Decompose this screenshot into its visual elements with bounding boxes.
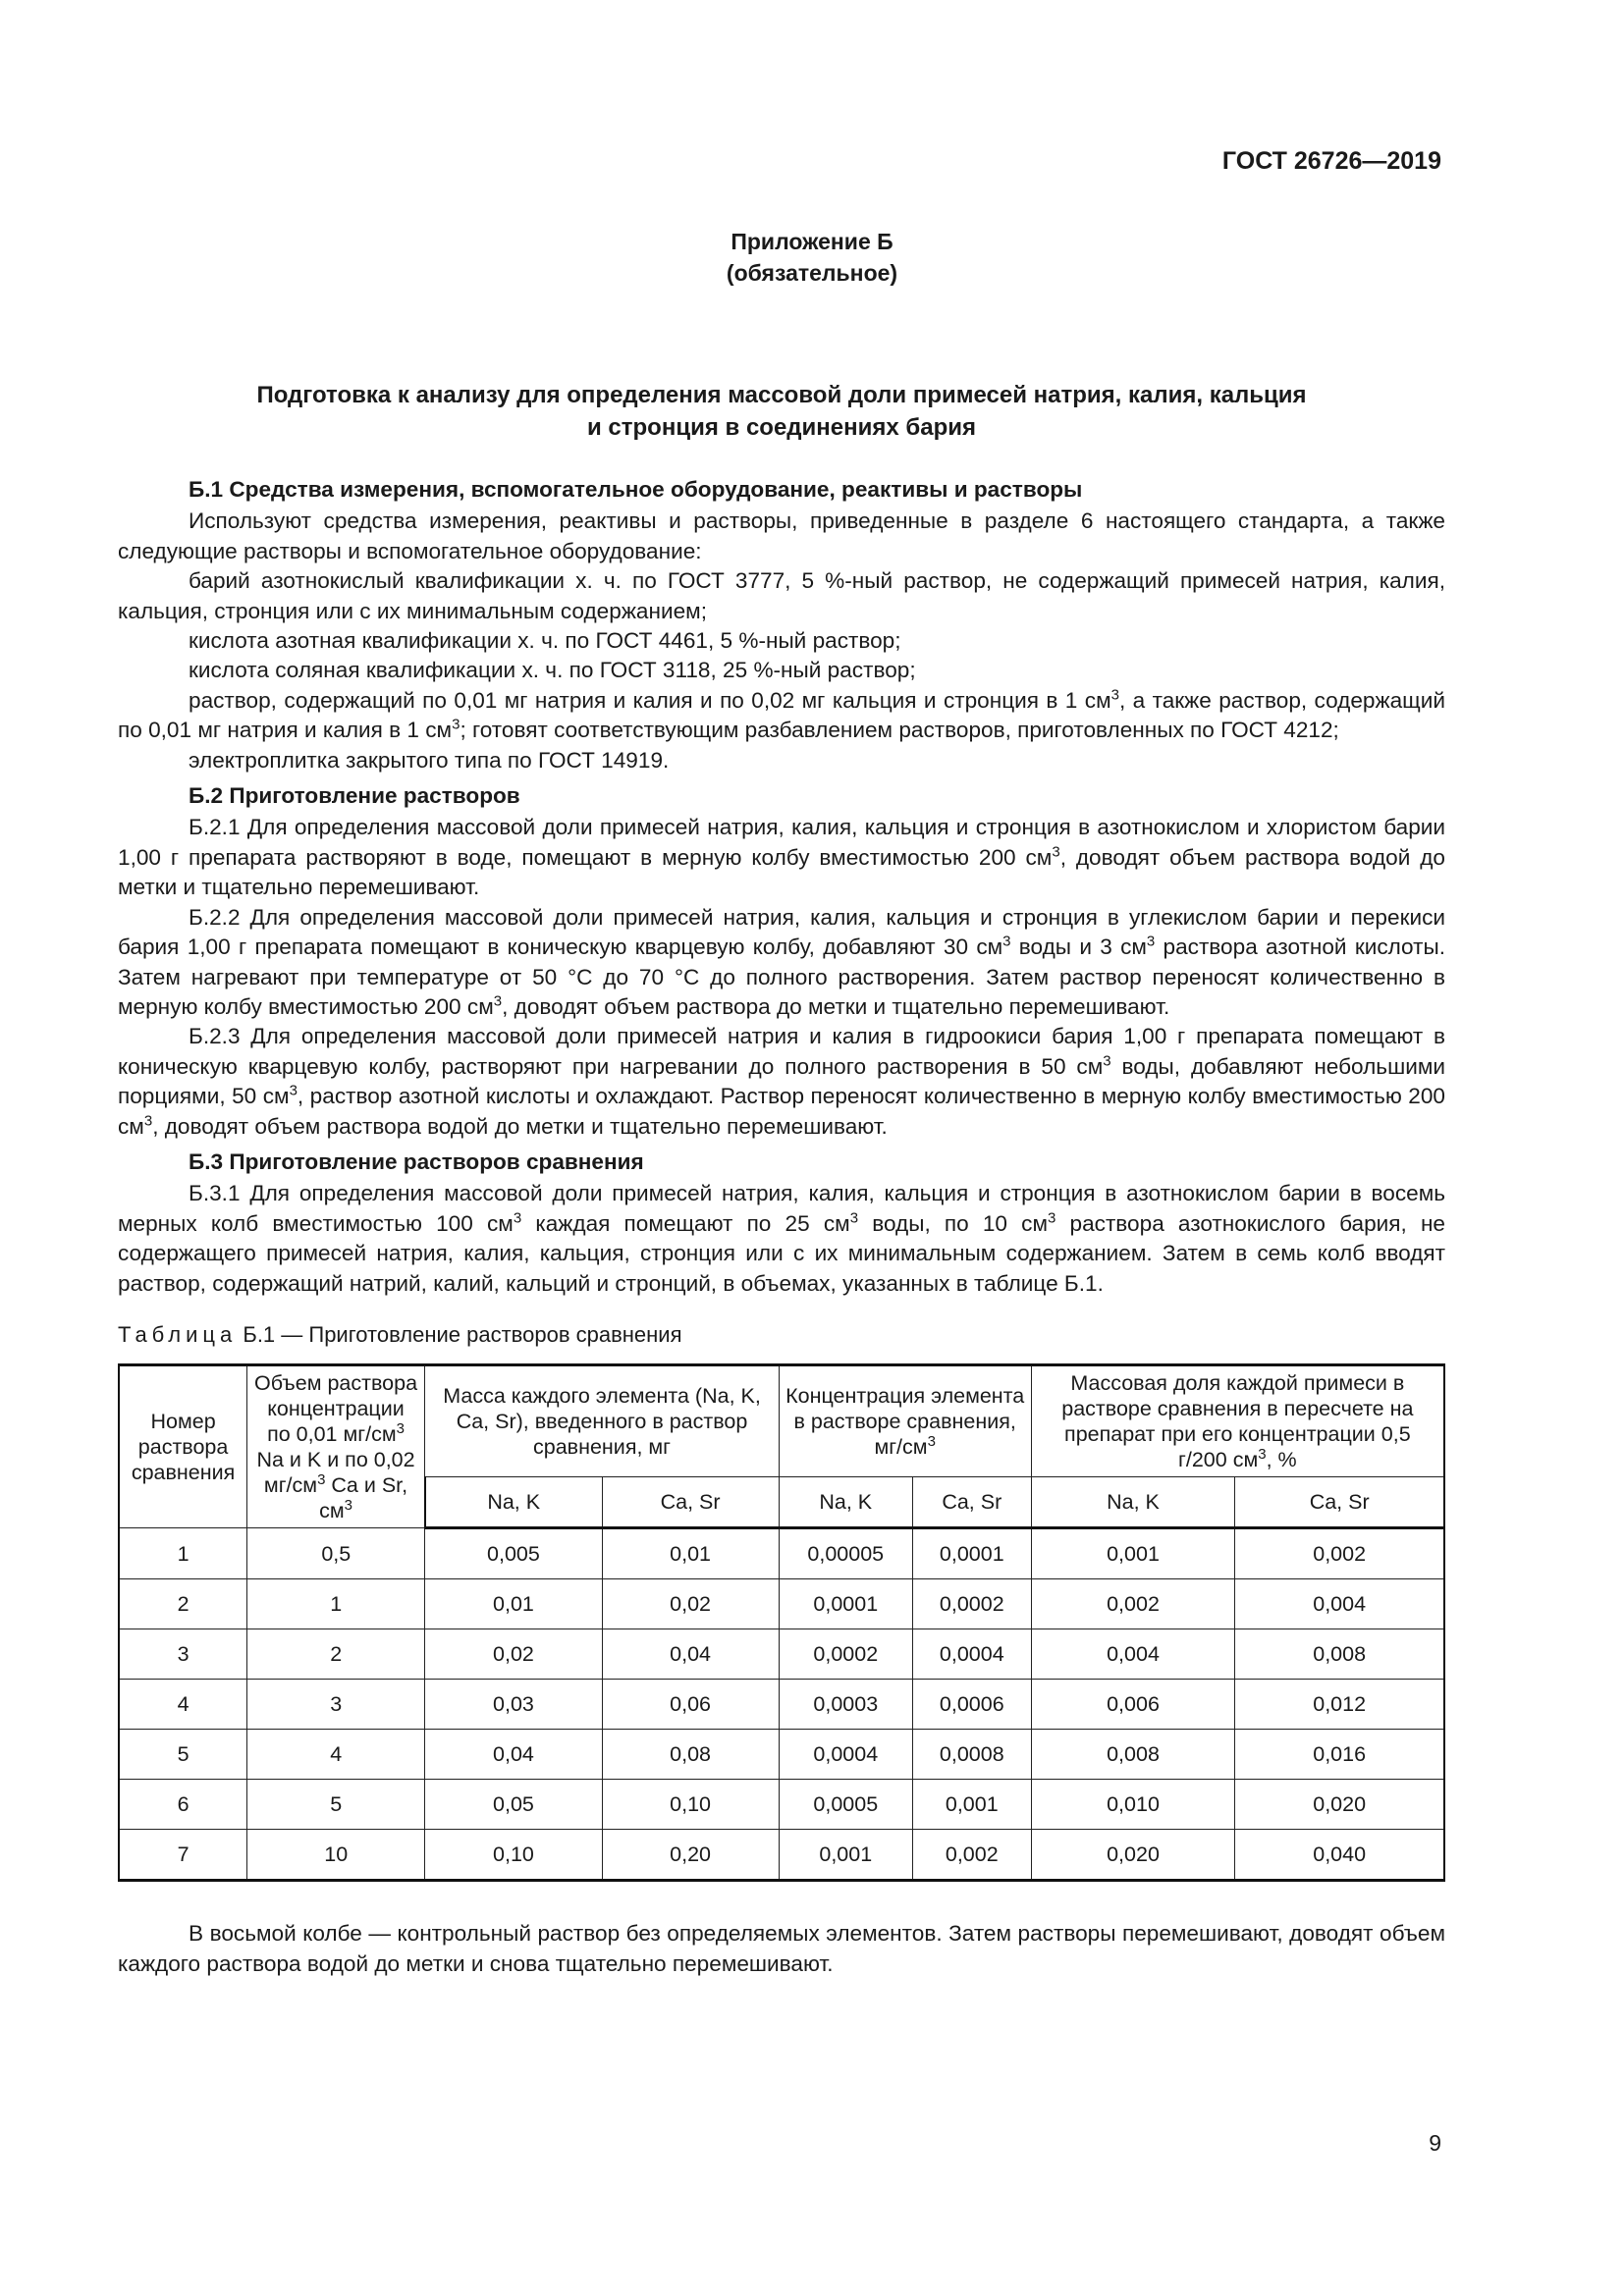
superscript: 3 (1103, 1052, 1111, 1070)
superscript: 3 (1146, 933, 1156, 950)
paragraph (118, 566, 1445, 626)
table-cell: 0,002 (1031, 1579, 1235, 1629)
table-cell: 0,006 (1031, 1680, 1235, 1730)
table-row (119, 1830, 1444, 1881)
table-cell: 0,03 (425, 1680, 602, 1730)
text-segment: Объем раствора концентрации по 0,01 мг/см (253, 1371, 418, 1447)
main-title-line2: и стронция в соединениях бария (587, 414, 976, 441)
text-segment: , % (1266, 1448, 1297, 1472)
table-cell: 0,008 (1235, 1629, 1444, 1680)
text-segment: раствора азотнокислого бария, не содержащего примесей натрия, калия, кальция, стронция или с их минимальным содержанием. Затем в семь колб вводят раствор, содержащий натрий, калий, кальций и стронций, в объемах, указанных в таблице Б.1. (118, 1210, 1445, 1296)
table-cell: 0,04 (425, 1730, 602, 1780)
paragraph (118, 686, 1445, 746)
table-cell: 3 (247, 1680, 425, 1730)
reference-solutions-table (118, 1363, 1445, 1882)
table-row (119, 1780, 1444, 1830)
table-cell: 0,02 (602, 1579, 779, 1629)
text-segment: Б.2.2 Для определения массовой доли примесей натрия, калия, кальция и стронция в углекислом барии и перекиси бария 1,00 г препарата помещают в коническую кварцевую колбу, добавляют 30 см (118, 904, 1445, 960)
header-number: Номер раствора сравнения (119, 1365, 247, 1528)
table-cell: 1 (119, 1528, 247, 1579)
table-body (119, 1528, 1444, 1881)
paragraph (118, 1179, 1445, 1299)
table-cell: 0,004 (1235, 1579, 1444, 1629)
text-segment: барий азотнокислый квалификации х. ч. по ГОСТ 3777, 5 %-ный раствор, не содержащий примесей натрия, калия, кальция, стронция или с их минимальным содержанием; (118, 568, 1445, 623)
table-cell: 0,0005 (779, 1780, 912, 1830)
text-segment: ; готовят соответствующим разбавлением растворов, приготовленных по ГОСТ 4212; (460, 718, 1339, 743)
paragraph (118, 507, 1445, 566)
text-segment: воды, добавляют небольшими порциями, 50 см (118, 1053, 1445, 1109)
document-standard-number: ГОСТ 26726—2019 (1221, 147, 1441, 175)
table-row (119, 1579, 1444, 1629)
subheader: Ca, Sr (1235, 1477, 1444, 1528)
text-segment: , а также раствор, содержащий по 0,01 мг натрия и калия в 1 см (118, 687, 1446, 743)
appendix-heading (0, 226, 1624, 289)
text-segment: воды, по 10 см (858, 1210, 1049, 1236)
subheader: Ca, Sr (912, 1477, 1031, 1528)
table-cell: 0,0006 (912, 1680, 1031, 1730)
table-row (119, 1730, 1444, 1780)
subheader: Na, K (1031, 1477, 1235, 1528)
text-segment: Б.3.1 Для определения массовой доли примесей натрия, калия, кальция и стронция в азотнокислом барии в восемь мерных колб вместимостью 100 см (118, 1181, 1445, 1236)
table-cell: 4 (119, 1680, 247, 1730)
table-cell: 0,5 (247, 1528, 425, 1579)
table-cell: 0,001 (1031, 1528, 1235, 1579)
table-cell: 0,10 (602, 1780, 779, 1830)
header-mass-fraction (1031, 1365, 1444, 1477)
table-cell: 7 (119, 1830, 247, 1881)
superscript: 3 (289, 1082, 298, 1099)
text-segment: Используют средства измерения, реактивы и растворы, приведенные в разделе 6 настоящего стандарта, а также следующие растворы и вспомогательное оборудование: (118, 508, 1445, 563)
text-segment: кислота азотная квалификации х. ч. по ГОСТ 4461, 5 %-ный раствор; (189, 628, 901, 654)
table-cell: 0,01 (602, 1528, 779, 1579)
text-segment: , доводят объем раствора водой до метки и тщательно перемешивают. (152, 1113, 888, 1139)
table-cell: 0,08 (602, 1730, 779, 1780)
table-cell: 0,002 (912, 1830, 1031, 1881)
text-segment: электроплитка закрытого типа по ГОСТ 14919. (189, 747, 670, 773)
table-cell: 0,05 (425, 1780, 602, 1830)
text-segment: Na и K и по 0,02 мг/см (256, 1448, 415, 1498)
table-cell: 0,0004 (779, 1730, 912, 1780)
table-cell: 0,0008 (912, 1730, 1031, 1780)
text-segment: Концентрация элемента в растворе сравнения, мг/см (785, 1384, 1025, 1460)
appendix-title: Приложение Б (731, 229, 893, 254)
paragraph (118, 903, 1445, 1023)
subheader: Na, K (779, 1477, 912, 1528)
main-title (118, 379, 1445, 444)
table-cell: 0,02 (425, 1629, 602, 1680)
superscript: 3 (1048, 1209, 1056, 1227)
table-cell: 0,004 (1031, 1629, 1235, 1680)
table-cell: 0,001 (912, 1780, 1031, 1830)
table-cell: 0,002 (1235, 1528, 1444, 1579)
table-cell: 0,01 (425, 1579, 602, 1629)
superscript: 3 (493, 992, 503, 1010)
paragraph (118, 626, 1445, 656)
table-cell: 0,0002 (779, 1629, 912, 1680)
table-cell: 0,0001 (779, 1579, 912, 1629)
table-cell: 0,0002 (912, 1579, 1031, 1629)
superscript: 3 (1052, 843, 1060, 861)
table-cell: 0,040 (1235, 1830, 1444, 1881)
paragraph (118, 1022, 1445, 1142)
superscript: 3 (396, 1420, 405, 1438)
table-cell: 0,0001 (912, 1528, 1031, 1579)
table-row (119, 1528, 1444, 1579)
document-body (118, 469, 1445, 1979)
table-cell: 0,06 (602, 1680, 779, 1730)
table-cell: 0,005 (425, 1528, 602, 1579)
text-segment: кислота соляная квалификации х. ч. по ГОСТ 3118, 25 %-ный раствор; (189, 658, 916, 683)
header-concentration (779, 1365, 1031, 1477)
text-segment: раствор, содержащий по 0,01 мг натрия и калия и по 0,02 мг кальция и стронция в 1 см (189, 687, 1111, 713)
text-segment: Массовая доля каждой примеси в растворе сравнения в пересчете на препарат при его концентрации 0,5 г/200 см (1061, 1371, 1414, 1472)
table-cell: 0,10 (425, 1830, 602, 1881)
table-cell: 0,010 (1031, 1780, 1235, 1830)
header-volume (247, 1365, 425, 1528)
section-heading: Б.1 Средства измерения, вспомогательное оборудование, реактивы и растворы (189, 477, 1083, 502)
table-cell: 0,008 (1031, 1730, 1235, 1780)
paragraph (118, 746, 1445, 775)
text-segment: , доводят объем раствора водой до метки и тщательно перемешивают. (118, 844, 1445, 900)
appendix-status: (обязательное) (726, 260, 898, 286)
superscript: 3 (344, 1497, 352, 1515)
superscript: 3 (317, 1471, 326, 1489)
section-heading: Б.2 Приготовление растворов (189, 783, 520, 809)
superscript: 3 (849, 1209, 859, 1227)
superscript: 3 (1002, 933, 1011, 950)
table-cell: 2 (119, 1579, 247, 1629)
table-caption-word: Таблица (118, 1321, 238, 1347)
text-segment: каждая помещают по 25 см (521, 1210, 850, 1236)
table-cell: 3 (119, 1629, 247, 1680)
text-segment: Б.2.1 Для определения массовой доли примесей натрия, калия, кальция и стронция в азотнокислом и хлористом барии 1,00 г препарата растворяют в воде, помещают в мерную колбу вместимостью 200 см (118, 815, 1445, 870)
after-table-paragraph: В восьмой колбе — контрольный раствор без определяемых элементов. Затем растворы перемешивают, доводят объем каждого раствора водой до метки и снова тщательно перемешивают. (118, 1921, 1445, 1976)
table-caption-text: Б.1 — Приготовление растворов сравнения (237, 1321, 682, 1347)
text-segment: воды и 3 см (1010, 934, 1147, 960)
table-cell: 0,20 (602, 1830, 779, 1881)
section-heading: Б.3 Приготовление растворов сравнения (189, 1148, 644, 1174)
table-cell: 0,016 (1235, 1730, 1444, 1780)
table-caption (118, 1320, 1445, 1350)
superscript: 3 (143, 1112, 153, 1129)
table-cell: 0,001 (779, 1830, 912, 1881)
table-cell: 1 (247, 1579, 425, 1629)
table-cell: 2 (247, 1629, 425, 1680)
superscript: 3 (513, 1209, 522, 1227)
table-cell: 4 (247, 1730, 425, 1780)
text-segment: , доводят объем раствора до метки и тщательно перемешивают. (502, 993, 1170, 1019)
table-cell: 0,04 (602, 1629, 779, 1680)
subheader: Ca, Sr (602, 1477, 779, 1528)
table-cell: 0,0003 (779, 1680, 912, 1730)
superscript: 3 (1258, 1446, 1267, 1464)
superscript: 3 (452, 716, 460, 733)
table-cell: 10 (247, 1830, 425, 1881)
text-segment: Ca и Sr, см (319, 1473, 408, 1523)
subheader: Na, K (425, 1477, 602, 1528)
paragraph (118, 813, 1445, 902)
paragraph (118, 656, 1445, 685)
table-row (119, 1629, 1444, 1680)
table-cell: 0,00005 (779, 1528, 912, 1579)
main-title-line1: Подготовка к анализу для определения массовой доли примесей натрия, калия, кальция (256, 382, 1307, 408)
text-segment: Б.2.3 Для определения массовой доли примесей натрия и калия в гидроокиси бария 1,00 г препарата помещают в коническую кварцевую колбу, растворяют при нагревании до полного растворения в 50 см (118, 1024, 1445, 1079)
table-cell: 5 (247, 1780, 425, 1830)
table-cell: 0,020 (1235, 1780, 1444, 1830)
page-number: 9 (1429, 2130, 1441, 2156)
table-cell: 0,0004 (912, 1629, 1031, 1680)
sections (118, 475, 1445, 1299)
table-cell: 0,020 (1031, 1830, 1235, 1881)
text-segment: , раствор азотной кислоты и охлаждают. Раствор переносят количественно в мерную колбу вместимостью 200 см (118, 1084, 1446, 1139)
header-mass (425, 1365, 779, 1477)
table-cell: 6 (119, 1780, 247, 1830)
text-segment: раствора азотной кислоты. Затем нагревают при температуре от 50 °С до 70 °С до полного растворения. Затем раствор переносят количественно в мерную колбу вместимостью 200 см (118, 934, 1445, 1019)
table-cell: 0,012 (1235, 1680, 1444, 1730)
superscript: 3 (927, 1433, 936, 1451)
table-row (119, 1680, 1444, 1730)
table-cell: 5 (119, 1730, 247, 1780)
text-segment: Масса каждого элемента (Na, K, Ca, Sr), введенного в раствор сравнения, мг (443, 1384, 761, 1460)
superscript: 3 (1110, 686, 1119, 704)
